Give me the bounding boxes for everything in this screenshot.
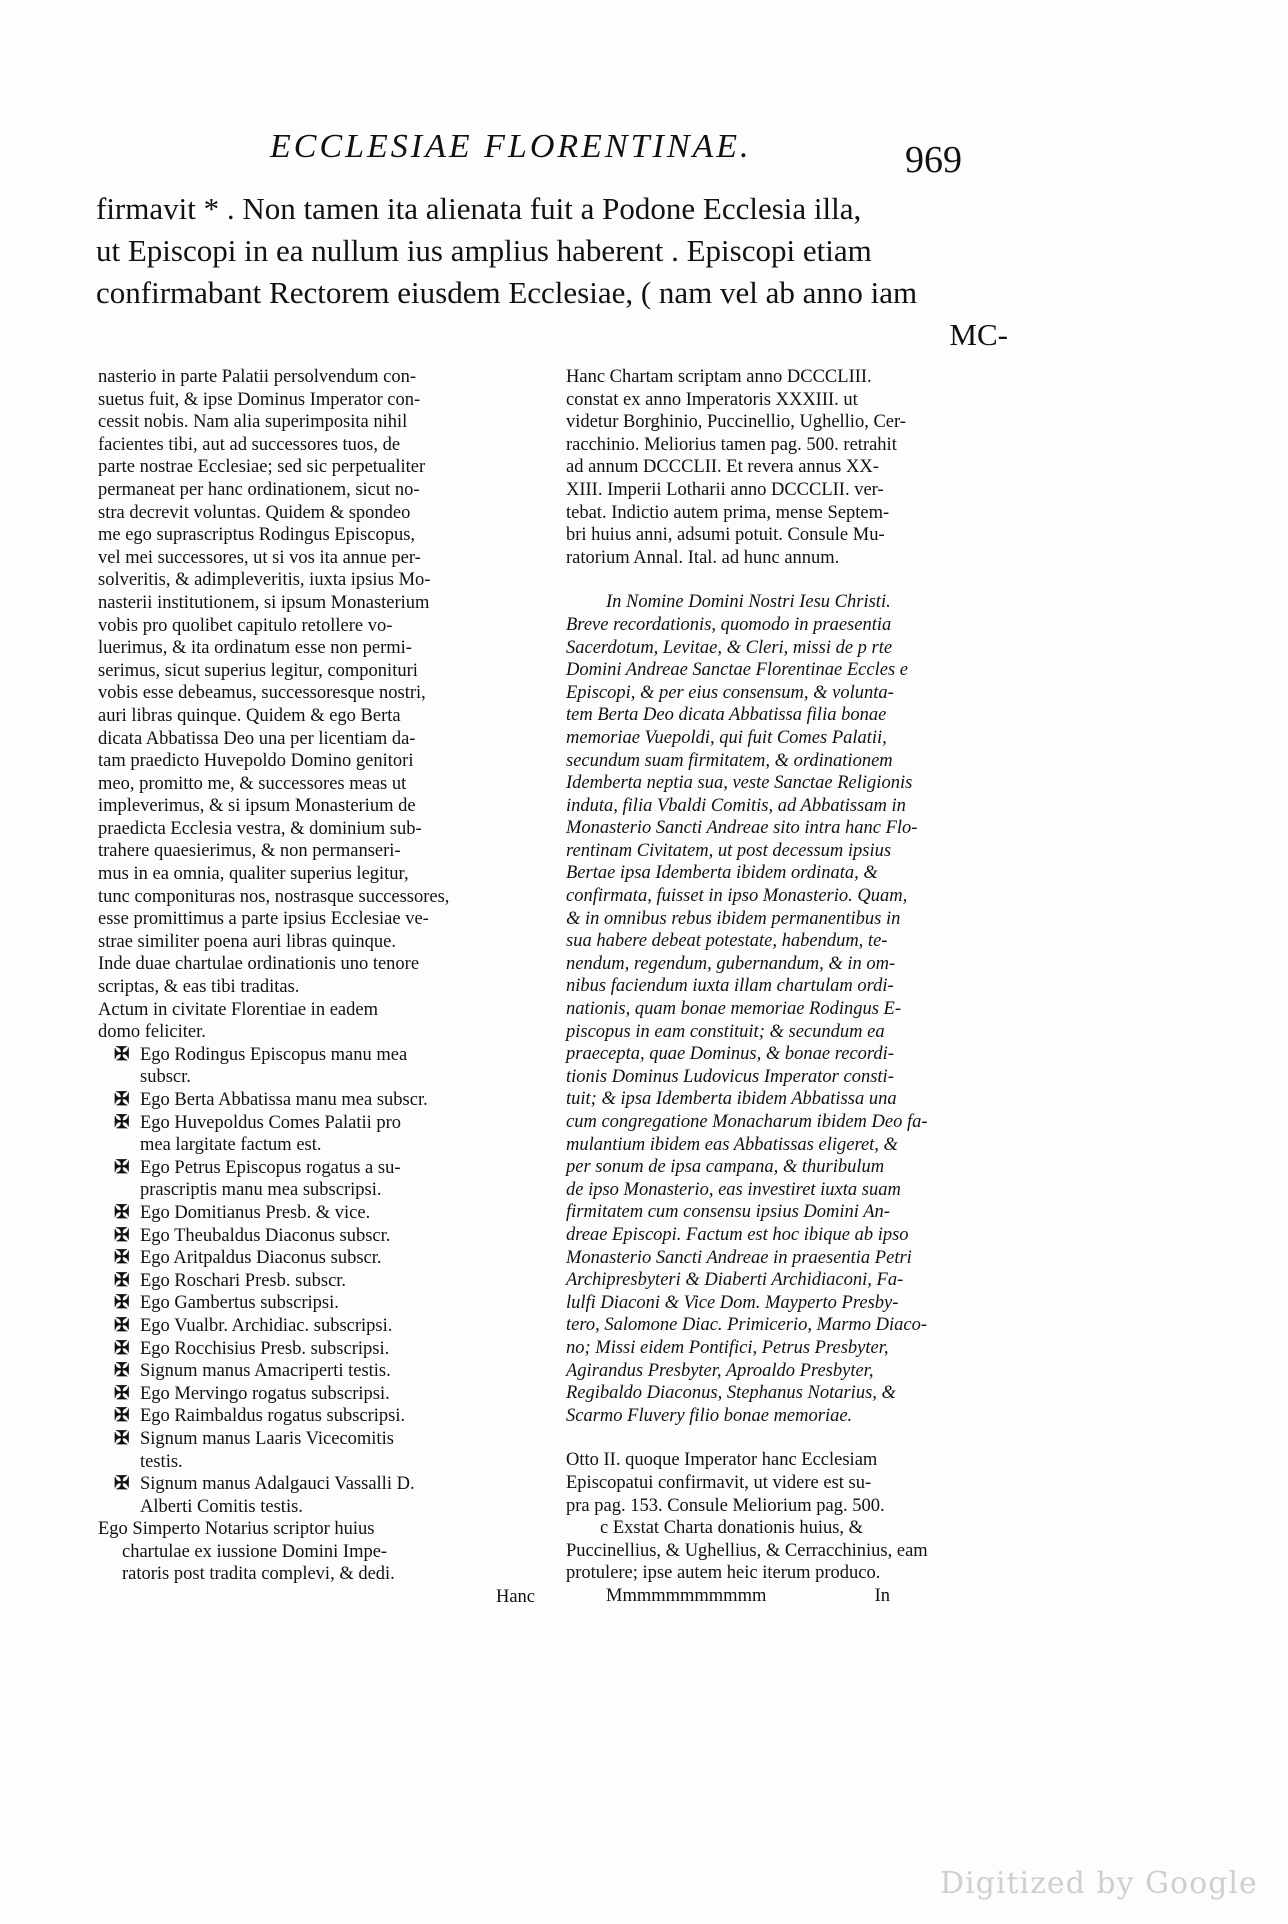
charter-line: confirmata, fuisset in ipso Monasterio. Quam, xyxy=(566,886,908,907)
signature-entry xyxy=(98,1383,543,1406)
signature-entry xyxy=(98,1360,543,1383)
note-line: videtur Borghinio, Puccinellio, Ughellio, Cer- xyxy=(566,412,906,433)
signature-text: Ego Gambertus subscripsi. xyxy=(140,1293,339,1314)
text-line: me ego suprascriptus Rodingus Episcopus, xyxy=(98,525,416,546)
signature-text: Ego Raimbaldus rogatus subscripsi. xyxy=(140,1406,406,1427)
charter-line: Scarmo Fluvery filio bonae memoriae. xyxy=(566,1405,853,1426)
signature-entry xyxy=(98,1225,543,1248)
signature-text: Ego Petrus Episcopus rogatus a su- xyxy=(140,1157,401,1178)
signature-entry xyxy=(98,1044,543,1089)
charter-line: dreae Episcopi. Factum est hoc ibique ab ipso xyxy=(566,1224,909,1245)
signature-line xyxy=(98,1428,543,1451)
digitization-watermark: Digitized by Google xyxy=(940,1866,1258,1901)
signature-entry xyxy=(98,1247,543,1270)
charter-line: Archipresbyteri & Diaberti Archidiaconi, Fa- xyxy=(566,1270,904,1291)
charter-line: tem Berta Deo dicata Abbatissa filia bonae xyxy=(566,705,887,726)
signature-text: Ego Rodingus Episcopus manu mea xyxy=(140,1044,408,1065)
text-line: praedicta Ecclesia vestra, & dominium sub- xyxy=(98,818,422,839)
text-line: strae similiter poena auri libras quinque. xyxy=(98,931,396,952)
signature-line xyxy=(98,1473,543,1496)
charter-line: Idemberta neptia sua, veste Sanctae Religionis xyxy=(566,773,913,794)
charter-line: induta, filia Vbaldi Comitis, ad Abbatissam in xyxy=(566,795,906,816)
cross-icon: ✠ xyxy=(114,1157,130,1178)
signature-line xyxy=(98,1270,543,1293)
text-line: vel mei successores, ut si vos ita annue per- xyxy=(98,547,421,568)
note-line: ratorium Annal. Ital. ad hunc annum. xyxy=(566,547,840,568)
signature-entry xyxy=(98,1089,543,1112)
signature-entry xyxy=(98,1112,543,1157)
signature-line xyxy=(98,1496,543,1519)
charter-line: Agirandus Presbyter, Aproaldo Presbyter, xyxy=(566,1360,874,1381)
intro-line: firmavit * . Non tamen ita alienata fuit a Podone Ecclesia illa, xyxy=(96,191,862,226)
signature-text: Ego Mervingo rogatus subscripsi. xyxy=(140,1383,390,1404)
charter-line: In Nomine Domini Nostri Iesu Christi. xyxy=(606,592,891,613)
charter-line: Domini Andreae Sanctae Florentinae Eccles e xyxy=(566,660,908,681)
signature-text: Ego Huvepoldus Comes Palatii pro xyxy=(140,1112,402,1133)
page-number: 969 xyxy=(905,139,962,181)
cross-icon: ✠ xyxy=(114,1428,130,1449)
signature-entry xyxy=(98,1405,543,1428)
signature-text: Ego Vualbr. Archidiac. subscripsi. xyxy=(140,1315,393,1336)
signature-line xyxy=(98,1405,543,1428)
signature-entry xyxy=(98,1473,543,1518)
signature-line xyxy=(98,1292,543,1315)
signature-text: Ego Aritpaldus Diaconus subscr. xyxy=(140,1248,382,1269)
closing-line: ratoris post tradita complevi, & dedi. xyxy=(122,1564,395,1585)
catchword: Hanc xyxy=(495,1587,535,1608)
text-line: luerimus, & ita ordinatum esse non permi- xyxy=(98,638,412,659)
text-line: nasterio in parte Palatii persolvendum con- xyxy=(98,367,417,387)
signature-entry xyxy=(98,1202,543,1225)
running-head: ECCLESIAE FLORENTINAE. xyxy=(270,128,752,165)
cross-icon: ✠ xyxy=(114,1248,130,1269)
text-line: solveritis, & adimpleveritis, iuxta ipsius Mo- xyxy=(98,570,431,591)
signature-line xyxy=(98,1157,543,1180)
signature-text: subscr. xyxy=(140,1067,191,1088)
note-line: XIII. Imperii Lotharii anno DCCCLII. ver- xyxy=(566,479,884,500)
charter-line: Bertae ipsa Idemberta ibidem ordinata, & xyxy=(566,863,878,884)
charter-line: Monasterio Sancti Andreae in praesentia Petri xyxy=(566,1247,912,1268)
signature-text: Signum manus Adalgauci Vassalli D. xyxy=(140,1474,415,1495)
cross-icon: ✠ xyxy=(114,1293,130,1314)
note-line: ad annum DCCCLII. Et revera annus XX- xyxy=(566,457,879,478)
text-line: vobis esse debeamus, successoresque nostri, xyxy=(98,683,426,704)
signature-text: Ego Theubaldus Diaconus subscr. xyxy=(140,1225,391,1246)
charter-line: de ipso Monasterio, eas investiret iuxta suam xyxy=(566,1179,901,1200)
closing-line: Ego Simperto Notarius scriptor huius xyxy=(98,1519,375,1540)
footnote-line: protulere; ipse autem heic iterum produco. xyxy=(566,1563,881,1584)
signature-line xyxy=(98,1383,543,1406)
text-line: tunc componituras nos, nostrasque successores, xyxy=(98,886,450,907)
signature-entry xyxy=(98,1270,543,1293)
signature-text: Ego Domitianus Presb. & vice. xyxy=(140,1202,371,1223)
signature-line xyxy=(98,1315,543,1338)
footnote-line: c Exstat Charta donationis huius, & xyxy=(600,1518,864,1539)
text-line: Inde duae chartulae ordinationis uno tenore xyxy=(98,954,420,975)
charter-line: memoriae Vuepoldi, qui fuit Comes Palatii, xyxy=(566,727,887,748)
charter-line: rentinam Civitatem, ut post decessum ipsius xyxy=(566,840,892,861)
signature-line xyxy=(98,1202,543,1225)
signature-entry xyxy=(98,1338,543,1361)
signature-entry xyxy=(98,1292,543,1315)
cross-icon: ✠ xyxy=(114,1202,130,1223)
note-line: tebat. Indictio autem prima, mense Septem- xyxy=(566,502,890,523)
intro-line: ut Episcopi in ea nullum ius amplius haberent . Episcopi etiam xyxy=(96,233,872,268)
note-line: Hanc Chartam scriptam anno DCCCLIII. xyxy=(566,367,872,387)
left-column xyxy=(98,366,543,1609)
charter-line: praecepta, quae Dominus, & bonae recordi- xyxy=(566,1044,894,1065)
charter-line: & in omnibus rebus ibidem permanentibus in xyxy=(566,908,901,929)
signature-line xyxy=(98,1066,543,1089)
text-line: impleverimus, & si ipsum Monasterium de xyxy=(98,796,416,817)
cross-icon: ✠ xyxy=(114,1338,130,1359)
charter-line: per sonum de ipsa campana, & thuribulum xyxy=(566,1157,885,1178)
footnote-line: pra pag. 153. Consule Meliorium pag. 500. xyxy=(566,1495,885,1516)
signature-line xyxy=(98,1225,543,1248)
text-line: serimus, sicut superius legitur, componituri xyxy=(98,660,418,681)
intro-paragraph xyxy=(96,188,1008,356)
footnote-line: Episcopatui confirmavit, ut videre est su- xyxy=(566,1472,872,1493)
note-line: constat ex anno Imperatoris XXXIII. ut xyxy=(566,389,858,410)
catchword: In xyxy=(874,1585,890,1606)
text-line: parte nostrae Ecclesiae; sed sic perpetualiter xyxy=(98,457,426,478)
signature-text: Ego Berta Abbatissa manu mea subscr. xyxy=(140,1090,428,1110)
cross-icon: ✠ xyxy=(114,1406,130,1427)
signature-line xyxy=(98,1360,543,1383)
signature-text: testis. xyxy=(140,1451,183,1472)
signature-line xyxy=(98,1044,543,1067)
signature-text: Alberti Comitis testis. xyxy=(140,1496,303,1517)
cross-icon: ✠ xyxy=(114,1112,130,1133)
cross-icon: ✠ xyxy=(114,1474,130,1495)
charter-line: lulfi Diaconi & Vice Dom. Mayperto Presby- xyxy=(566,1292,899,1313)
footnote-line: Puccinellius, & Ughellius, & Cerracchinius, eam xyxy=(566,1540,928,1561)
charter-line: Monasterio Sancti Andreae sito intra hanc Flo- xyxy=(566,818,918,839)
text-line: nasterii institutionem, si ipsum Monasterium xyxy=(98,592,430,613)
text-line: suetus fuit, & ipse Dominus Imperator con- xyxy=(98,389,421,410)
charter-line: secundum suam firmitatem, & ordinationem xyxy=(566,750,893,771)
signature-line xyxy=(98,1179,543,1202)
text-line: auri libras quinque. Quidem & ego Berta xyxy=(98,705,401,726)
signature-line xyxy=(98,1089,543,1112)
signature-line xyxy=(98,1247,543,1270)
text-line: esse promittimus a parte ipsius Ecclesiae ve- xyxy=(98,909,429,930)
charter-line: tero, Salomone Diac. Primicerio, Marmo Diaco- xyxy=(566,1315,928,1336)
cross-icon: ✠ xyxy=(114,1361,130,1382)
signature-text: mea largitate factum est. xyxy=(140,1135,322,1156)
charter-line: nationis, quam bonae memoriae Rodingus E- xyxy=(566,999,902,1020)
catchword: Mmmmmmmmmmm xyxy=(606,1585,767,1606)
text-line: stra decrevit voluntas. Quidem & spondeo xyxy=(98,502,411,523)
signature-line xyxy=(98,1112,543,1135)
text-line: cessit nobis. Nam alia superimposita nihil xyxy=(98,412,408,433)
charter-line: nibus faciendum iuxta illam chartulam ordi- xyxy=(566,976,894,997)
charter-line: tionis Dominus Ludovicus Imperator consti- xyxy=(566,1066,894,1087)
right-column xyxy=(566,366,1010,1607)
signature-line xyxy=(98,1134,543,1157)
text-line: trahere quaesierimus, & non permanseri- xyxy=(98,841,401,862)
intro-line: MC- xyxy=(949,317,1008,352)
text-line: vobis pro quolibet capitulo retollere vo- xyxy=(98,615,393,636)
charter-line: no; Missi eidem Pontifici, Petrus Presbyter, xyxy=(566,1337,889,1358)
spacer xyxy=(566,1427,1010,1449)
signature-entry xyxy=(98,1315,543,1338)
text-line: scriptas, & eas tibi traditas. xyxy=(98,977,300,998)
cross-icon: ✠ xyxy=(114,1225,130,1246)
text-line: tam praedicto Huvepoldo Domino genitori xyxy=(98,751,414,772)
text-line: Actum in civitate Florentiae in eadem xyxy=(98,999,378,1020)
footnote-line: Otto II. quoque Imperator hanc Ecclesiam xyxy=(566,1450,878,1471)
charter-line: tuit; & ipsa Idemberta ibidem Abbatissa una xyxy=(566,1089,897,1110)
charter-line: Sacerdotum, Levitae, & Cleri, missi de p rte xyxy=(566,637,893,658)
charter-line: piscopus in eam constituit; & secundum ea xyxy=(566,1021,885,1042)
charter-line: firmitatem cum consensu ipsius Domini An- xyxy=(566,1202,890,1223)
text-line: mus in ea omnia, qualiter superius legitur, xyxy=(98,864,409,885)
cross-icon: ✠ xyxy=(114,1383,130,1404)
signature-text: Ego Roschari Presb. subscr. xyxy=(140,1270,347,1291)
charter-line: cum congregatione Monacharum ibidem Deo fa- xyxy=(566,1112,928,1132)
charter-line: Breve recordationis, quomodo in praesentia xyxy=(566,614,892,635)
cross-icon: ✠ xyxy=(114,1044,130,1065)
charter-line: Episcopi, & per eius consensum, & volunta- xyxy=(566,682,894,703)
signature-text: Signum manus Laaris Vicecomitis xyxy=(140,1428,394,1449)
spacer xyxy=(566,569,1010,591)
charter-line: Regibaldo Diaconus, Stephanus Notarius, & xyxy=(566,1383,896,1404)
closing-line: chartulae ex iussione Domini Impe- xyxy=(122,1541,388,1562)
signature-entry xyxy=(98,1428,543,1473)
cross-icon: ✠ xyxy=(114,1270,130,1291)
text-line: dicata Abbatissa Deo una per licentiam da- xyxy=(98,728,416,749)
cross-icon: ✠ xyxy=(114,1315,130,1336)
signature-text: Signum manus Amacriperti testis. xyxy=(140,1361,391,1382)
charter-line: sua habere debeat potestate, habendum, te- xyxy=(566,931,888,952)
signature-text: Ego Rocchisius Presb. subscripsi. xyxy=(140,1338,390,1359)
catchword-row xyxy=(566,1585,1010,1608)
text-line: domo feliciter. xyxy=(98,1022,206,1043)
cross-icon: ✠ xyxy=(114,1090,130,1110)
charter-line: nendum, regendum, gubernandum, & in om- xyxy=(566,953,896,974)
text-line: facientes tibi, aut ad successores tuos, de xyxy=(98,434,401,455)
signature-line xyxy=(98,1451,543,1474)
signature-line xyxy=(98,1338,543,1361)
charter-line: mulantium ibidem eas Abbatissas eligeret, & xyxy=(566,1134,898,1155)
text-line: meo, promitto me, & successores meas ut xyxy=(98,773,407,794)
signature-text: prascriptis manu mea subscripsi. xyxy=(140,1180,382,1201)
intro-line: confirmabant Rectorem eiusdem Ecclesiae, ( nam vel ab anno iam xyxy=(96,275,918,310)
text-line: permaneat per hanc ordinationem, sicut no- xyxy=(98,479,420,500)
note-line: racchinio. Meliorius tamen pag. 500. retrahit xyxy=(566,434,897,455)
signature-entry xyxy=(98,1157,543,1202)
note-line: bri huius anni, adsumi potuit. Consule Mu- xyxy=(566,525,885,546)
